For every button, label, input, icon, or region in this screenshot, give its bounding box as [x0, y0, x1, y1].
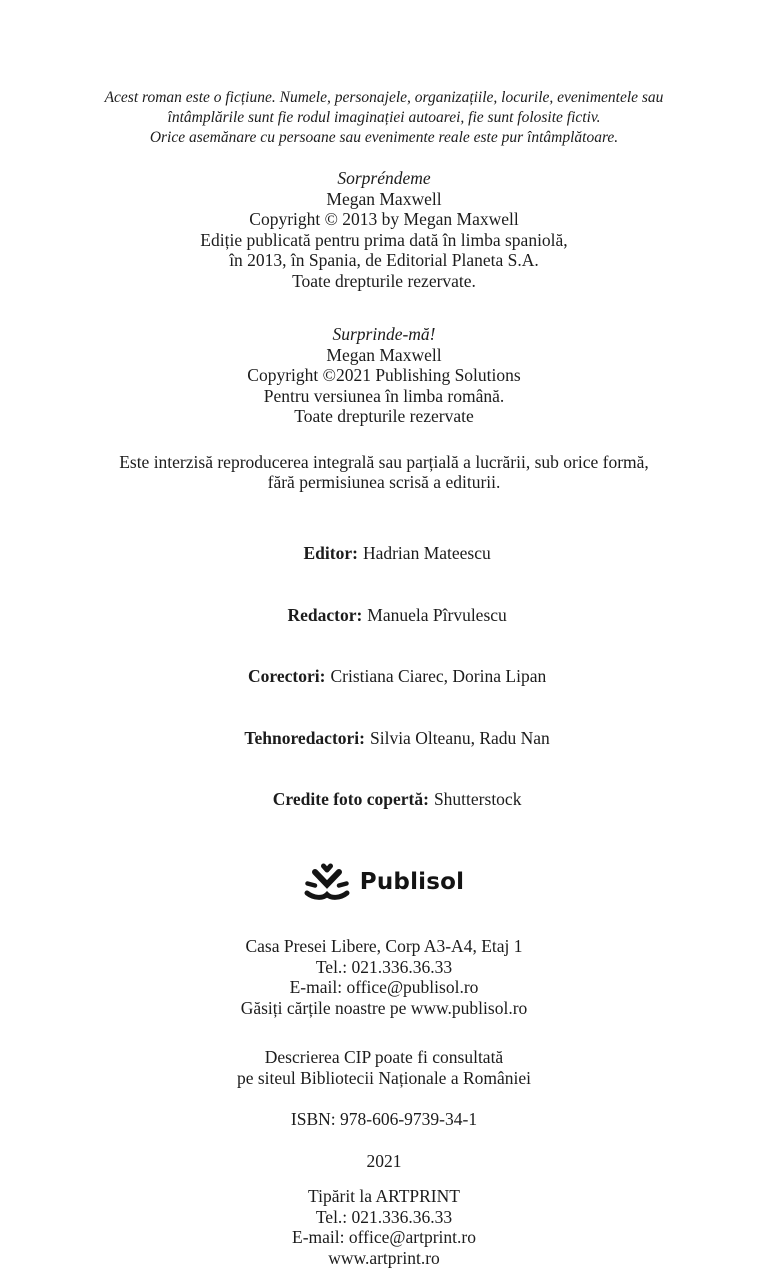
printer-phone: Tel.: 021.336.36.33: [0, 1207, 768, 1228]
disclaimer-line: întâmplările sunt fie rodul imaginației autoarei, fie sunt folosite fictiv.: [0, 108, 768, 128]
staff-credits: [0, 523, 768, 831]
printer-name: Tipărit la ARTPRINT: [0, 1186, 768, 1207]
author-name: Megan Maxwell: [0, 345, 768, 366]
publisher-address: Casa Presei Libere, Corp A3-A4, Etaj 1: [0, 936, 768, 957]
copyright-notice: Copyright © 2013 by Megan Maxwell: [0, 209, 768, 230]
reproduction-notice-line: Este interzisă reproducerea integrală sau parțială a lucrării, sub orice formă,: [0, 452, 768, 473]
disclaimer-line: Orice asemănare cu persoane sau evenimente reale este pur întâmplătoare.: [0, 128, 768, 148]
original-title: Sorpréndeme: [0, 168, 768, 189]
cip-notice: [0, 1047, 768, 1088]
staff-row: [0, 584, 768, 646]
staff-role: Redactor:: [287, 605, 362, 625]
staff-role: Editor:: [304, 543, 358, 563]
staff-row: [0, 769, 768, 831]
cip-line: pe siteul Bibliotecii Naționale a României: [0, 1068, 768, 1089]
open-book-icon: [304, 861, 350, 903]
publisher-phone: Tel.: 021.336.36.33: [0, 957, 768, 978]
staff-role: Tehnoredactori:: [244, 728, 365, 748]
staff-person: Hadrian Mateescu: [363, 543, 491, 563]
publication-year: 2021: [0, 1151, 768, 1172]
staff-row: [0, 523, 768, 585]
fiction-disclaimer: [0, 88, 768, 148]
staff-row: [0, 646, 768, 708]
disclaimer-line: Acest roman este o ficțiune. Numele, personajele, organizațiile, locurile, evenimentele sau: [0, 88, 768, 108]
romanian-edition-block: [0, 324, 768, 427]
staff-person: Shutterstock: [434, 789, 522, 809]
publisher-name: Publisol: [360, 869, 464, 895]
cip-line: Descrierea CIP poate fi consultată: [0, 1047, 768, 1068]
publisher-logo: [0, 859, 768, 905]
author-name: Megan Maxwell: [0, 189, 768, 210]
staff-row: [0, 707, 768, 769]
printer-info: [0, 1186, 768, 1268]
publisher-email: E-mail: office@publisol.ro: [0, 977, 768, 998]
printer-email: E-mail: office@artprint.ro: [0, 1227, 768, 1248]
publisher-website-note: Găsiți cărțile noastre pe www.publisol.ro: [0, 998, 768, 1019]
staff-role: Credite foto copertă:: [273, 789, 429, 809]
spanish-edition-block: [0, 168, 768, 291]
edition-note: Pentru versiunea în limba română.: [0, 386, 768, 407]
printer-website: www.artprint.ro: [0, 1248, 768, 1268]
reproduction-notice-line: fără permisiunea scrisă a editurii.: [0, 472, 768, 493]
staff-role: Corectori:: [248, 666, 325, 686]
copyright-notice: Copyright ©2021 Publishing Solutions: [0, 365, 768, 386]
staff-person: Manuela Pîrvulescu: [367, 605, 506, 625]
edition-note: Ediție publicată pentru prima dată în limba spaniolă,: [0, 230, 768, 251]
rights-reserved-note: Toate drepturile rezervate.: [0, 271, 768, 292]
reproduction-notice: [0, 452, 768, 493]
staff-person: Silvia Olteanu, Radu Nan: [370, 728, 550, 748]
edition-note: în 2013, în Spania, de Editorial Planeta S.A.: [0, 250, 768, 271]
staff-person: Cristiana Ciarec, Dorina Lipan: [330, 666, 546, 686]
publisher-contact: [0, 936, 768, 1018]
isbn: ISBN: 978-606-9739-34-1: [0, 1109, 768, 1130]
romanian-title: Surprinde-mă!: [0, 324, 768, 345]
rights-reserved-note: Toate drepturile rezervate: [0, 406, 768, 427]
